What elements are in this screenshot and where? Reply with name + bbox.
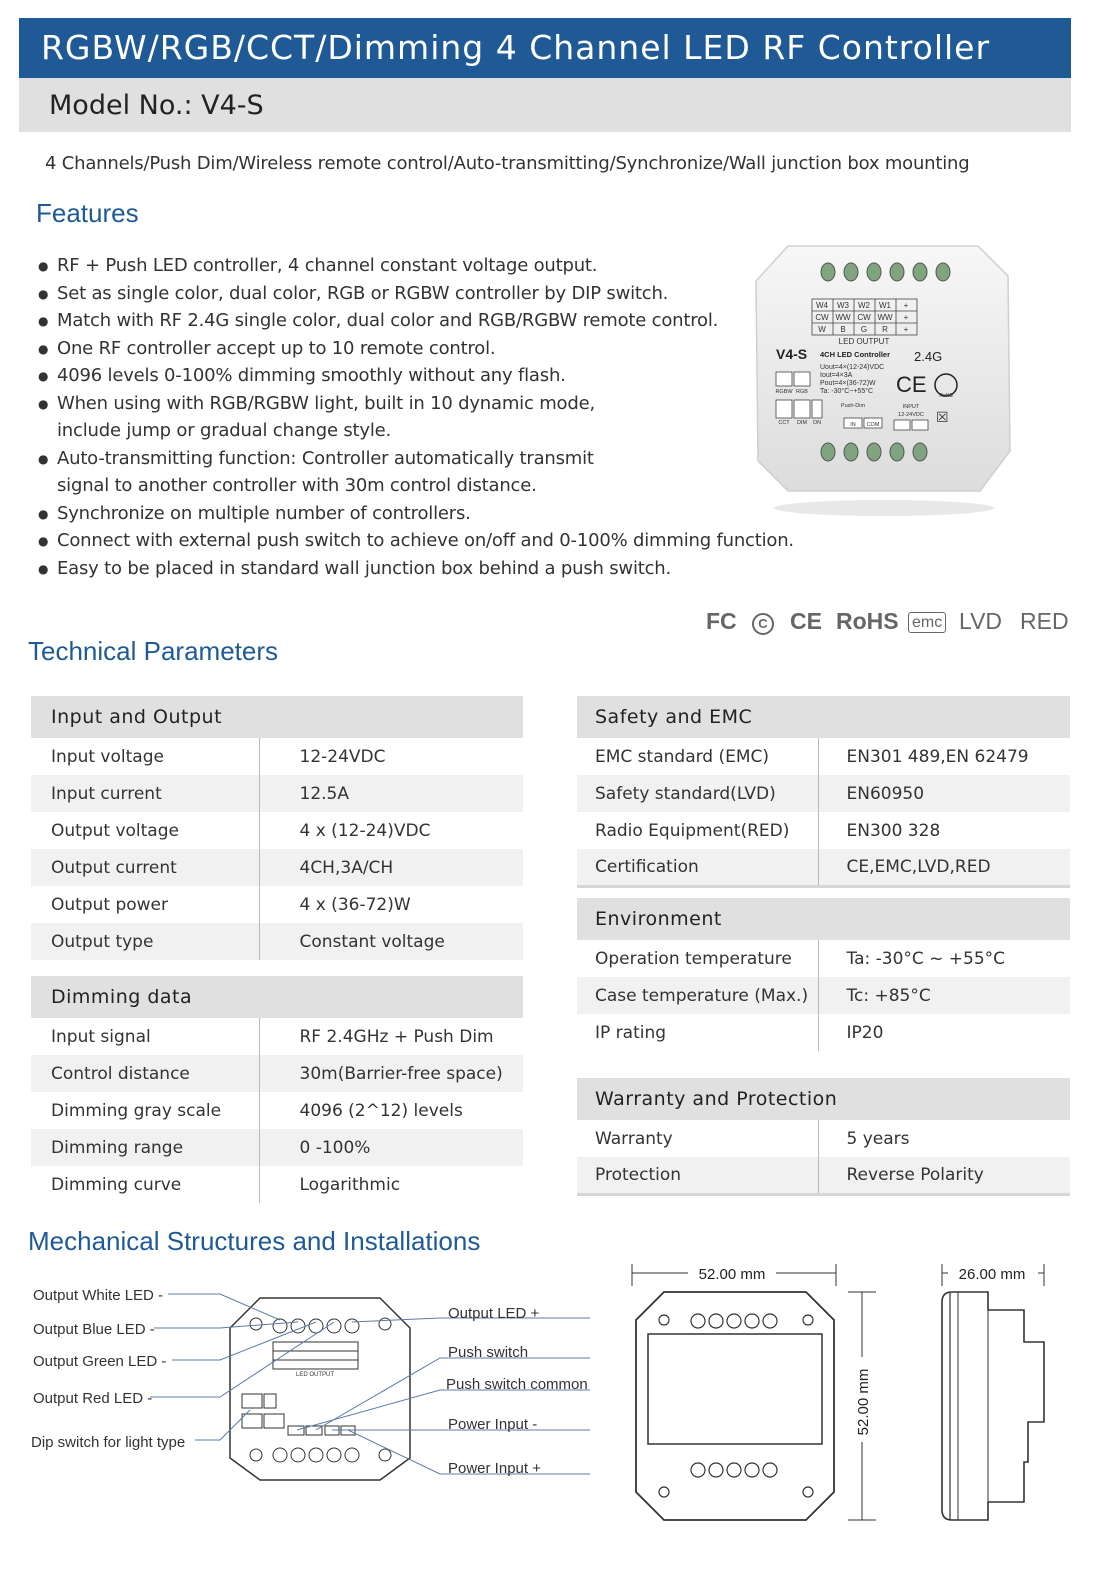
table-title: Environment xyxy=(577,898,1070,940)
param-value: 5 years xyxy=(846,1128,910,1149)
svg-text:G: G xyxy=(860,325,868,334)
param-name: Output current xyxy=(31,849,259,886)
svg-text:+: + xyxy=(903,301,909,310)
param-name: Input current xyxy=(31,775,259,812)
red-logo: RED xyxy=(1020,608,1069,634)
page-title: RGBW/RGB/CCT/Dimming 4 Channel LED RF Controller xyxy=(19,18,1071,78)
feature-item: ● When using with RGB/RGBW light, built in 10 dynamic mode, include jump or gradual change style. xyxy=(38,390,628,445)
label-push-switch-common: Push switch common xyxy=(446,1376,588,1393)
param-value: RF 2.4GHz + Push Dim xyxy=(299,1026,494,1047)
feature-item: ● 4096 levels 0-100% dimming smoothly without any flash. xyxy=(38,362,798,390)
svg-text:CW: CW xyxy=(857,313,871,322)
param-value: 30m(Barrier-free space) xyxy=(259,1055,523,1092)
product-name: 4CH LED Controller xyxy=(820,350,891,359)
svg-text:Uout=4×(12-24)VDC: Uout=4×(12-24)VDC xyxy=(820,364,885,371)
param-value: EN300 328 xyxy=(846,820,941,841)
product-subtitle: 4 Channels/Push Dim/Wireless remote control/Auto-transmitting/Synchronize/Wall junction box mounting xyxy=(45,153,970,174)
feature-item: ● Match with RF 2.4G single color, dual color and RGB/RGBW remote control. xyxy=(38,307,798,335)
wiring-diagram xyxy=(20,1280,600,1580)
svg-text:W1: W1 xyxy=(879,301,891,310)
param-name: Certification xyxy=(577,849,818,886)
label-dip-switch: Dip switch for light type xyxy=(31,1434,186,1451)
param-value: Reverse Polarity xyxy=(818,1157,1070,1194)
param-name: Operation temperature xyxy=(577,940,818,977)
lvd-logo: LVD xyxy=(959,608,1003,634)
param-value: EN301 489,EN 62479 xyxy=(846,746,1029,767)
dim-width: 52.00 mm xyxy=(698,1266,766,1283)
label-output-green: Output Green LED - xyxy=(33,1353,167,1370)
param-name: Output power xyxy=(31,886,259,923)
svg-text:IN: IN xyxy=(850,422,856,428)
svg-text:Push-Dim: Push-Dim xyxy=(840,403,866,409)
param-name: Output voltage xyxy=(31,812,259,849)
label-output-white: Output White LED - xyxy=(33,1287,164,1304)
feature-item: ● One RF controller accept up to 10 remote control. xyxy=(38,335,798,363)
param-value: Tc: +85°C xyxy=(818,977,1070,1014)
param-value: Ta: -30°C ~ +55°C xyxy=(846,948,1006,969)
product-image xyxy=(748,236,1020,518)
param-name: Control distance xyxy=(31,1055,259,1092)
svg-text:LED OUTPUT: LED OUTPUT xyxy=(295,1372,335,1378)
svg-text:Pout=4×(36-72)W: Pout=4×(36-72)W xyxy=(820,380,876,387)
param-value: EN60950 xyxy=(818,775,1070,812)
rohs-logo: RoHS xyxy=(836,608,899,634)
param-value: 12.5A xyxy=(259,775,523,812)
param-name: Dimming curve xyxy=(31,1166,259,1203)
ctick-logo: C xyxy=(752,613,774,635)
param-name: Dimming range xyxy=(31,1129,259,1166)
svg-text:INPUT: INPUT xyxy=(902,404,920,410)
technical-heading: Technical Parameters xyxy=(28,636,278,666)
svg-text:DIM: DIM xyxy=(796,420,808,426)
certification-logos xyxy=(706,608,1076,640)
svg-text:W4: W4 xyxy=(816,301,828,310)
features-list xyxy=(38,252,798,582)
input-output-table xyxy=(31,696,523,960)
param-name: IP rating xyxy=(577,1014,818,1051)
label-output-red: Output Red LED - xyxy=(33,1390,153,1407)
table-title: Warranty and Protection xyxy=(577,1078,1070,1120)
fcc-logo: FC xyxy=(706,608,737,634)
svg-text:W3: W3 xyxy=(837,301,849,310)
param-value: CE,EMC,LVD,RED xyxy=(818,849,1070,886)
param-name: EMC standard (EMC) xyxy=(577,738,818,775)
label-power-input-minus: Power Input - xyxy=(448,1416,538,1433)
svg-text:+: + xyxy=(903,325,909,334)
rohs-mark: RoHS xyxy=(939,393,953,399)
warranty-table xyxy=(577,1078,1070,1196)
param-name: Protection xyxy=(577,1157,818,1194)
param-name: Dimming gray scale xyxy=(31,1092,259,1129)
param-value: IP20 xyxy=(846,1022,884,1043)
param-value: 0 -100% xyxy=(259,1129,523,1166)
feature-item: ● Easy to be placed in standard wall junction box behind a push switch. xyxy=(38,555,798,583)
feature-item: ● Set as single color, dual color, RGB or RGBW controller by DIP switch. xyxy=(38,280,798,308)
param-name: Input signal xyxy=(31,1018,259,1055)
param-value: 4096 (2^12) levels xyxy=(299,1100,463,1121)
svg-text:RGB: RGB xyxy=(796,389,808,395)
svg-text:Iout=4×3A: Iout=4×3A xyxy=(820,372,853,379)
environment-table xyxy=(577,898,1070,1051)
svg-text:W: W xyxy=(818,325,826,334)
svg-text:ON: ON xyxy=(812,420,822,426)
param-name: Safety standard(LVD) xyxy=(577,775,818,812)
label-output-led-plus: Output LED + xyxy=(448,1305,540,1322)
svg-text:COM: COM xyxy=(866,422,880,428)
param-value: 4 x (12-24)VDC xyxy=(299,820,431,841)
safety-table xyxy=(577,696,1070,888)
product-freq: 2.4G xyxy=(914,349,943,364)
param-value: Constant voltage xyxy=(259,923,523,960)
ce-logo: CE xyxy=(790,608,822,634)
param-value: 4 x (36-72)W xyxy=(299,894,411,915)
svg-text:Ta: -30°C~+55°C: Ta: -30°C~+55°C xyxy=(820,388,874,395)
param-value: Logarithmic xyxy=(299,1174,401,1195)
param-name: Input voltage xyxy=(31,738,259,775)
dim-depth: 26.00 mm xyxy=(958,1266,1026,1283)
label-output-blue: Output Blue LED - xyxy=(33,1321,155,1338)
svg-text:B: B xyxy=(840,325,846,334)
weee-icon: ☒ xyxy=(936,410,949,426)
side-dimension-drawing xyxy=(928,1262,1066,1532)
svg-text:CCT: CCT xyxy=(778,420,790,426)
svg-text:CW: CW xyxy=(815,313,829,322)
led-output-label: LED OUTPUT xyxy=(838,337,890,346)
label-power-input-plus: Power Input + xyxy=(448,1460,541,1477)
svg-text:RGBW: RGBW xyxy=(775,389,793,395)
param-name: Case temperature (Max.) xyxy=(577,977,818,1014)
ce-mark: CE xyxy=(896,372,927,397)
feature-item: ● Synchronize on multiple number of controllers. xyxy=(38,500,798,528)
param-name: Output type xyxy=(31,923,259,960)
emc-logo: emc xyxy=(908,612,946,633)
svg-text:+: + xyxy=(903,313,909,322)
table-title: Input and Output xyxy=(31,696,523,738)
feature-item: ● Connect with external push switch to achieve on/off and 0-100% dimming function. xyxy=(38,527,798,555)
features-heading: Features xyxy=(36,198,139,228)
svg-text:R: R xyxy=(882,325,888,334)
feature-item: ● RF + Push LED controller, 4 channel constant voltage output. xyxy=(38,252,798,280)
label-push-switch: Push switch xyxy=(448,1344,529,1361)
feature-item: ● Auto-transmitting function: Controller automatically transmit signal to another controller with 30m control distance. xyxy=(38,445,638,500)
model-number: Model No.: V4-S xyxy=(19,78,1071,132)
svg-text:WW: WW xyxy=(835,313,851,322)
svg-text:12-24VDC: 12-24VDC xyxy=(898,412,924,418)
svg-text:WW: WW xyxy=(877,313,893,322)
table-title: Safety and EMC xyxy=(577,696,1070,738)
param-name: Warranty xyxy=(577,1120,818,1157)
front-dimension-drawing xyxy=(626,1262,886,1532)
dimming-table xyxy=(31,976,523,1203)
param-value: 12-24VDC xyxy=(299,746,386,767)
table-title: Dimming data xyxy=(31,976,523,1018)
svg-text:W2: W2 xyxy=(858,301,870,310)
param-name: Radio Equipment(RED) xyxy=(577,812,818,849)
product-model: V4-S xyxy=(776,346,808,362)
dim-height: 52.00 mm xyxy=(855,1368,872,1436)
param-value: 4CH,3A/CH xyxy=(259,849,523,886)
mechanical-heading: Mechanical Structures and Installations xyxy=(28,1226,481,1256)
